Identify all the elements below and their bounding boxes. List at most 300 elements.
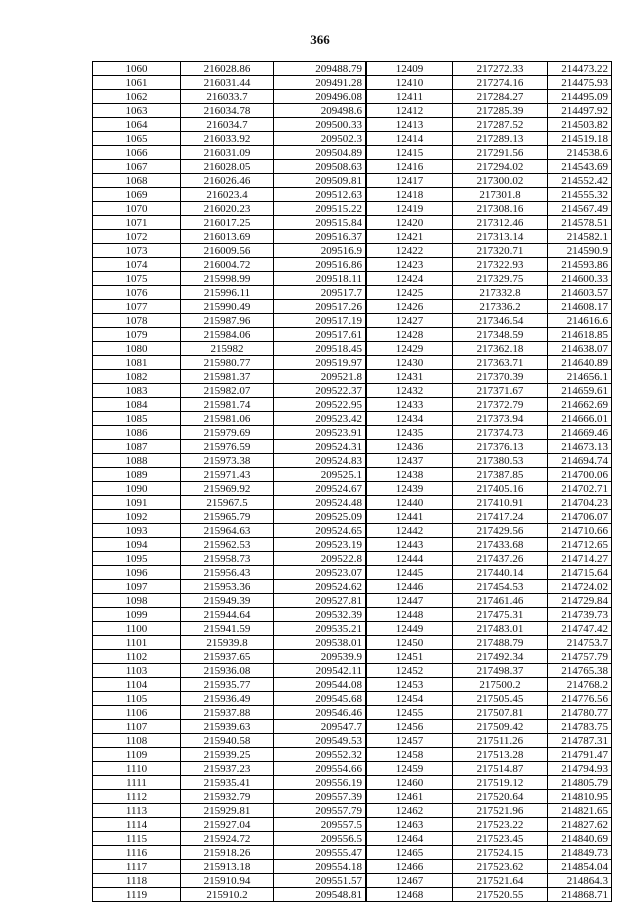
y-coordinate-cell: 214868.71 xyxy=(548,888,612,902)
x-coordinate-cell: 217387.85 xyxy=(453,468,548,482)
table-row xyxy=(367,804,612,818)
point-number-cell: 1078 xyxy=(93,314,181,328)
table-row xyxy=(93,468,366,482)
point-number-cell: 12440 xyxy=(367,496,453,510)
y-coordinate-cell: 214552.42 xyxy=(548,174,612,188)
x-coordinate-cell: 217373.94 xyxy=(453,412,548,426)
table-row xyxy=(367,398,612,412)
y-coordinate-cell: 209548.81 xyxy=(274,888,366,902)
point-number-cell: 12423 xyxy=(367,258,453,272)
y-coordinate-cell: 209555.47 xyxy=(274,846,366,860)
y-coordinate-cell: 209525.1 xyxy=(274,468,366,482)
table-row xyxy=(367,286,612,300)
x-coordinate-cell: 216031.44 xyxy=(181,76,274,90)
x-coordinate-cell: 215981.06 xyxy=(181,412,274,426)
y-coordinate-cell: 209519.97 xyxy=(274,356,366,370)
x-coordinate-cell: 217433.68 xyxy=(453,538,548,552)
point-number-cell: 12431 xyxy=(367,370,453,384)
y-coordinate-cell: 214765.38 xyxy=(548,664,612,678)
y-coordinate-cell: 209488.79 xyxy=(274,62,366,76)
y-coordinate-cell: 214805.79 xyxy=(548,776,612,790)
x-coordinate-cell: 217521.96 xyxy=(453,804,548,818)
y-coordinate-cell: 209518.45 xyxy=(274,342,366,356)
y-coordinate-cell: 214600.33 xyxy=(548,272,612,286)
table-row xyxy=(93,720,366,734)
table-row xyxy=(367,412,612,426)
table-row xyxy=(93,314,366,328)
y-coordinate-cell: 209523.42 xyxy=(274,412,366,426)
table-row xyxy=(367,454,612,468)
y-coordinate-cell: 214821.65 xyxy=(548,804,612,818)
table-row xyxy=(93,846,366,860)
x-coordinate-cell: 217287.52 xyxy=(453,118,548,132)
table-row xyxy=(93,118,366,132)
y-coordinate-cell: 209524.62 xyxy=(274,580,366,594)
point-number-cell: 1107 xyxy=(93,720,181,734)
x-coordinate-cell: 217461.46 xyxy=(453,594,548,608)
point-number-cell: 1069 xyxy=(93,188,181,202)
table-row xyxy=(93,300,366,314)
point-number-cell: 1075 xyxy=(93,272,181,286)
x-coordinate-cell: 215939.8 xyxy=(181,636,274,650)
table-row xyxy=(367,328,612,342)
x-coordinate-cell: 215982 xyxy=(181,342,274,356)
x-coordinate-cell: 217294.02 xyxy=(453,160,548,174)
point-number-cell: 12442 xyxy=(367,524,453,538)
x-coordinate-cell: 215958.73 xyxy=(181,552,274,566)
table-row xyxy=(367,608,612,622)
y-coordinate-cell: 214656.1 xyxy=(548,370,612,384)
point-number-cell: 1086 xyxy=(93,426,181,440)
point-number-cell: 12445 xyxy=(367,566,453,580)
table-row xyxy=(93,258,366,272)
point-number-cell: 1068 xyxy=(93,174,181,188)
table-row xyxy=(367,776,612,790)
x-coordinate-cell: 215935.41 xyxy=(181,776,274,790)
y-coordinate-cell: 214729.84 xyxy=(548,594,612,608)
table-row xyxy=(367,76,612,90)
table-row xyxy=(367,174,612,188)
left-coordinates-table xyxy=(92,61,366,902)
right-coordinates-table xyxy=(366,61,612,902)
x-coordinate-cell: 216028.86 xyxy=(181,62,274,76)
x-coordinate-cell: 216034.7 xyxy=(181,118,274,132)
y-coordinate-cell: 209557.5 xyxy=(274,818,366,832)
y-coordinate-cell: 214827.62 xyxy=(548,818,612,832)
x-coordinate-cell: 217521.64 xyxy=(453,874,548,888)
table-row xyxy=(93,454,366,468)
table-row xyxy=(93,594,366,608)
point-number-cell: 12436 xyxy=(367,440,453,454)
point-number-cell: 1098 xyxy=(93,594,181,608)
y-coordinate-cell: 209546.46 xyxy=(274,706,366,720)
table-row xyxy=(367,552,612,566)
point-number-cell: 1119 xyxy=(93,888,181,902)
point-number-cell: 12430 xyxy=(367,356,453,370)
table-row xyxy=(367,664,612,678)
point-number-cell: 1067 xyxy=(93,160,181,174)
x-coordinate-cell: 217272.33 xyxy=(453,62,548,76)
x-coordinate-cell: 217523.45 xyxy=(453,832,548,846)
x-coordinate-cell: 217322.93 xyxy=(453,258,548,272)
point-number-cell: 1099 xyxy=(93,608,181,622)
x-coordinate-cell: 215932.79 xyxy=(181,790,274,804)
y-coordinate-cell: 214475.93 xyxy=(548,76,612,90)
point-number-cell: 1072 xyxy=(93,230,181,244)
point-number-cell: 12450 xyxy=(367,636,453,650)
point-number-cell: 12447 xyxy=(367,594,453,608)
x-coordinate-cell: 215918.26 xyxy=(181,846,274,860)
x-coordinate-cell: 215953.36 xyxy=(181,580,274,594)
y-coordinate-cell: 209516.86 xyxy=(274,258,366,272)
point-number-cell: 1105 xyxy=(93,692,181,706)
x-coordinate-cell: 215969.92 xyxy=(181,482,274,496)
point-number-cell: 12464 xyxy=(367,832,453,846)
table-row xyxy=(367,538,612,552)
point-number-cell: 1080 xyxy=(93,342,181,356)
table-row xyxy=(367,440,612,454)
y-coordinate-cell: 214666.01 xyxy=(548,412,612,426)
x-coordinate-cell: 217301.8 xyxy=(453,188,548,202)
point-number-cell: 1095 xyxy=(93,552,181,566)
table-row xyxy=(93,538,366,552)
table-row xyxy=(93,608,366,622)
x-coordinate-cell: 217509.42 xyxy=(453,720,548,734)
point-number-cell: 12413 xyxy=(367,118,453,132)
x-coordinate-cell: 217488.79 xyxy=(453,636,548,650)
y-coordinate-cell: 214849.73 xyxy=(548,846,612,860)
y-coordinate-cell: 209518.11 xyxy=(274,272,366,286)
x-coordinate-cell: 217454.53 xyxy=(453,580,548,594)
x-coordinate-cell: 217513.28 xyxy=(453,748,548,762)
x-coordinate-cell: 216033.92 xyxy=(181,132,274,146)
point-number-cell: 12422 xyxy=(367,244,453,258)
table-row xyxy=(367,132,612,146)
x-coordinate-cell: 217274.16 xyxy=(453,76,548,90)
x-coordinate-cell: 217348.59 xyxy=(453,328,548,342)
coordinates-tables xyxy=(92,61,612,902)
x-coordinate-cell: 216023.4 xyxy=(181,188,274,202)
point-number-cell: 12409 xyxy=(367,62,453,76)
table-row xyxy=(93,328,366,342)
y-coordinate-cell: 209517.26 xyxy=(274,300,366,314)
table-row xyxy=(367,244,612,258)
point-number-cell: 12439 xyxy=(367,482,453,496)
table-row xyxy=(367,888,612,902)
table-row xyxy=(93,230,366,244)
table-row xyxy=(93,832,366,846)
y-coordinate-cell: 209549.53 xyxy=(274,734,366,748)
table-row xyxy=(93,356,366,370)
x-coordinate-cell: 215937.65 xyxy=(181,650,274,664)
point-number-cell: 12452 xyxy=(367,664,453,678)
table-row xyxy=(93,566,366,580)
x-coordinate-cell: 215940.58 xyxy=(181,734,274,748)
table-row xyxy=(93,734,366,748)
y-coordinate-cell: 209491.28 xyxy=(274,76,366,90)
point-number-cell: 12414 xyxy=(367,132,453,146)
y-coordinate-cell: 214704.23 xyxy=(548,496,612,510)
table-row xyxy=(93,804,366,818)
point-number-cell: 1102 xyxy=(93,650,181,664)
y-coordinate-cell: 209544.08 xyxy=(274,678,366,692)
table-row xyxy=(367,734,612,748)
table-row xyxy=(93,160,366,174)
x-coordinate-cell: 217519.12 xyxy=(453,776,548,790)
point-number-cell: 12416 xyxy=(367,160,453,174)
table-row xyxy=(93,692,366,706)
point-number-cell: 12424 xyxy=(367,272,453,286)
x-coordinate-cell: 215976.59 xyxy=(181,440,274,454)
y-coordinate-cell: 209509.81 xyxy=(274,174,366,188)
table-row xyxy=(93,76,366,90)
point-number-cell: 1073 xyxy=(93,244,181,258)
y-coordinate-cell: 209504.89 xyxy=(274,146,366,160)
x-coordinate-cell: 215979.69 xyxy=(181,426,274,440)
x-coordinate-cell: 217523.62 xyxy=(453,860,548,874)
y-coordinate-cell: 214840.69 xyxy=(548,832,612,846)
table-row xyxy=(367,706,612,720)
y-coordinate-cell: 214712.65 xyxy=(548,538,612,552)
x-coordinate-cell: 217524.15 xyxy=(453,846,548,860)
x-coordinate-cell: 215937.88 xyxy=(181,706,274,720)
table-row xyxy=(93,524,366,538)
y-coordinate-cell: 209498.6 xyxy=(274,104,366,118)
table-row xyxy=(93,706,366,720)
x-coordinate-cell: 217500.2 xyxy=(453,678,548,692)
table-row xyxy=(367,762,612,776)
table-row xyxy=(367,258,612,272)
point-number-cell: 1110 xyxy=(93,762,181,776)
y-coordinate-cell: 214787.31 xyxy=(548,734,612,748)
y-coordinate-cell: 214791.47 xyxy=(548,748,612,762)
table-row xyxy=(93,398,366,412)
table-row xyxy=(367,678,612,692)
y-coordinate-cell: 209502.3 xyxy=(274,132,366,146)
y-coordinate-cell: 209522.37 xyxy=(274,384,366,398)
y-coordinate-cell: 209554.18 xyxy=(274,860,366,874)
table-row xyxy=(93,384,366,398)
point-number-cell: 12427 xyxy=(367,314,453,328)
table-row xyxy=(93,440,366,454)
x-coordinate-cell: 215949.39 xyxy=(181,594,274,608)
x-coordinate-cell: 216017.25 xyxy=(181,216,274,230)
table-row xyxy=(93,412,366,426)
x-coordinate-cell: 217291.56 xyxy=(453,146,548,160)
x-coordinate-cell: 217300.02 xyxy=(453,174,548,188)
table-row xyxy=(93,790,366,804)
y-coordinate-cell: 214747.42 xyxy=(548,622,612,636)
x-coordinate-cell: 217410.91 xyxy=(453,496,548,510)
x-coordinate-cell: 216034.78 xyxy=(181,104,274,118)
x-coordinate-cell: 217312.46 xyxy=(453,216,548,230)
y-coordinate-cell: 209532.39 xyxy=(274,608,366,622)
point-number-cell: 1060 xyxy=(93,62,181,76)
x-coordinate-cell: 215913.18 xyxy=(181,860,274,874)
y-coordinate-cell: 214640.89 xyxy=(548,356,612,370)
y-coordinate-cell: 209535.21 xyxy=(274,622,366,636)
point-number-cell: 1101 xyxy=(93,636,181,650)
table-row xyxy=(367,118,612,132)
y-coordinate-cell: 214603.57 xyxy=(548,286,612,300)
point-number-cell: 12420 xyxy=(367,216,453,230)
table-row xyxy=(367,874,612,888)
table-row xyxy=(93,90,366,104)
point-number-cell: 1114 xyxy=(93,818,181,832)
table-row xyxy=(93,818,366,832)
y-coordinate-cell: 214543.69 xyxy=(548,160,612,174)
point-number-cell: 12465 xyxy=(367,846,453,860)
point-number-cell: 1108 xyxy=(93,734,181,748)
table-row xyxy=(367,846,612,860)
table-row xyxy=(93,622,366,636)
table-row xyxy=(367,580,612,594)
table-row xyxy=(367,62,612,76)
table-row xyxy=(367,622,612,636)
table-row xyxy=(367,650,612,664)
point-number-cell: 12466 xyxy=(367,860,453,874)
x-coordinate-cell: 217511.26 xyxy=(453,734,548,748)
point-number-cell: 1090 xyxy=(93,482,181,496)
table-row xyxy=(93,664,366,678)
x-coordinate-cell: 215910.2 xyxy=(181,888,274,902)
point-number-cell: 1076 xyxy=(93,286,181,300)
point-number-cell: 1096 xyxy=(93,566,181,580)
y-coordinate-cell: 214608.17 xyxy=(548,300,612,314)
y-coordinate-cell: 214810.95 xyxy=(548,790,612,804)
x-coordinate-cell: 215998.99 xyxy=(181,272,274,286)
x-coordinate-cell: 217370.39 xyxy=(453,370,548,384)
table-row xyxy=(367,482,612,496)
x-coordinate-cell: 217371.67 xyxy=(453,384,548,398)
table-row xyxy=(93,874,366,888)
x-coordinate-cell: 215939.63 xyxy=(181,720,274,734)
table-row xyxy=(367,188,612,202)
table-row xyxy=(93,426,366,440)
x-coordinate-cell: 215973.38 xyxy=(181,454,274,468)
point-number-cell: 12455 xyxy=(367,706,453,720)
y-coordinate-cell: 214578.51 xyxy=(548,216,612,230)
x-coordinate-cell: 217498.37 xyxy=(453,664,548,678)
table-row xyxy=(93,62,366,76)
table-row xyxy=(367,370,612,384)
y-coordinate-cell: 214519.18 xyxy=(548,132,612,146)
y-coordinate-cell: 209527.81 xyxy=(274,594,366,608)
y-coordinate-cell: 209524.65 xyxy=(274,524,366,538)
y-coordinate-cell: 209515.22 xyxy=(274,202,366,216)
y-coordinate-cell: 214618.85 xyxy=(548,328,612,342)
point-number-cell: 1066 xyxy=(93,146,181,160)
x-coordinate-cell: 215929.81 xyxy=(181,804,274,818)
table-row xyxy=(93,860,366,874)
x-coordinate-cell: 216026.46 xyxy=(181,174,274,188)
x-coordinate-cell: 215982.07 xyxy=(181,384,274,398)
y-coordinate-cell: 214854.04 xyxy=(548,860,612,874)
point-number-cell: 12438 xyxy=(367,468,453,482)
x-coordinate-cell: 217440.14 xyxy=(453,566,548,580)
point-number-cell: 12434 xyxy=(367,412,453,426)
table-row xyxy=(367,468,612,482)
point-number-cell: 12444 xyxy=(367,552,453,566)
x-coordinate-cell: 217483.01 xyxy=(453,622,548,636)
y-coordinate-cell: 214662.69 xyxy=(548,398,612,412)
y-coordinate-cell: 214659.61 xyxy=(548,384,612,398)
point-number-cell: 12437 xyxy=(367,454,453,468)
x-coordinate-cell: 217346.54 xyxy=(453,314,548,328)
y-coordinate-cell: 209557.79 xyxy=(274,804,366,818)
x-coordinate-cell: 216013.69 xyxy=(181,230,274,244)
table-row xyxy=(367,384,612,398)
table-row xyxy=(367,594,612,608)
point-number-cell: 1115 xyxy=(93,832,181,846)
point-number-cell: 1065 xyxy=(93,132,181,146)
x-coordinate-cell: 215937.23 xyxy=(181,762,274,776)
point-number-cell: 12454 xyxy=(367,692,453,706)
y-coordinate-cell: 209524.48 xyxy=(274,496,366,510)
x-coordinate-cell: 216033.7 xyxy=(181,90,274,104)
y-coordinate-cell: 209524.67 xyxy=(274,482,366,496)
x-coordinate-cell: 217336.2 xyxy=(453,300,548,314)
point-number-cell: 12467 xyxy=(367,874,453,888)
table-row xyxy=(93,678,366,692)
y-coordinate-cell: 214669.46 xyxy=(548,426,612,440)
point-number-cell: 12457 xyxy=(367,734,453,748)
y-coordinate-cell: 209517.7 xyxy=(274,286,366,300)
x-coordinate-cell: 217417.24 xyxy=(453,510,548,524)
y-coordinate-cell: 214710.66 xyxy=(548,524,612,538)
y-coordinate-cell: 214582.1 xyxy=(548,230,612,244)
table-row xyxy=(367,104,612,118)
y-coordinate-cell: 214673.13 xyxy=(548,440,612,454)
table-row xyxy=(93,776,366,790)
point-number-cell: 1070 xyxy=(93,202,181,216)
y-coordinate-cell: 214473.22 xyxy=(548,62,612,76)
y-coordinate-cell: 209538.01 xyxy=(274,636,366,650)
point-number-cell: 1109 xyxy=(93,748,181,762)
x-coordinate-cell: 217376.13 xyxy=(453,440,548,454)
x-coordinate-cell: 215965.79 xyxy=(181,510,274,524)
x-coordinate-cell: 217429.56 xyxy=(453,524,548,538)
table-row xyxy=(93,762,366,776)
x-coordinate-cell: 215964.63 xyxy=(181,524,274,538)
table-row xyxy=(93,580,366,594)
point-number-cell: 1083 xyxy=(93,384,181,398)
y-coordinate-cell: 214724.02 xyxy=(548,580,612,594)
x-coordinate-cell: 217308.16 xyxy=(453,202,548,216)
point-number-cell: 12446 xyxy=(367,580,453,594)
x-coordinate-cell: 216004.72 xyxy=(181,258,274,272)
point-number-cell: 12417 xyxy=(367,174,453,188)
x-coordinate-cell: 215935.77 xyxy=(181,678,274,692)
table-row xyxy=(93,244,366,258)
point-number-cell: 1104 xyxy=(93,678,181,692)
table-row xyxy=(93,370,366,384)
point-number-cell: 12411 xyxy=(367,90,453,104)
y-coordinate-cell: 209556.19 xyxy=(274,776,366,790)
point-number-cell: 12443 xyxy=(367,538,453,552)
x-coordinate-cell: 217520.64 xyxy=(453,790,548,804)
x-coordinate-cell: 215980.77 xyxy=(181,356,274,370)
x-coordinate-cell: 217284.27 xyxy=(453,90,548,104)
y-coordinate-cell: 214714.27 xyxy=(548,552,612,566)
table-row xyxy=(367,860,612,874)
point-number-cell: 12429 xyxy=(367,342,453,356)
x-coordinate-cell: 216028.05 xyxy=(181,160,274,174)
point-number-cell: 1092 xyxy=(93,510,181,524)
x-coordinate-cell: 217289.13 xyxy=(453,132,548,146)
point-number-cell: 1117 xyxy=(93,860,181,874)
x-coordinate-cell: 215956.43 xyxy=(181,566,274,580)
